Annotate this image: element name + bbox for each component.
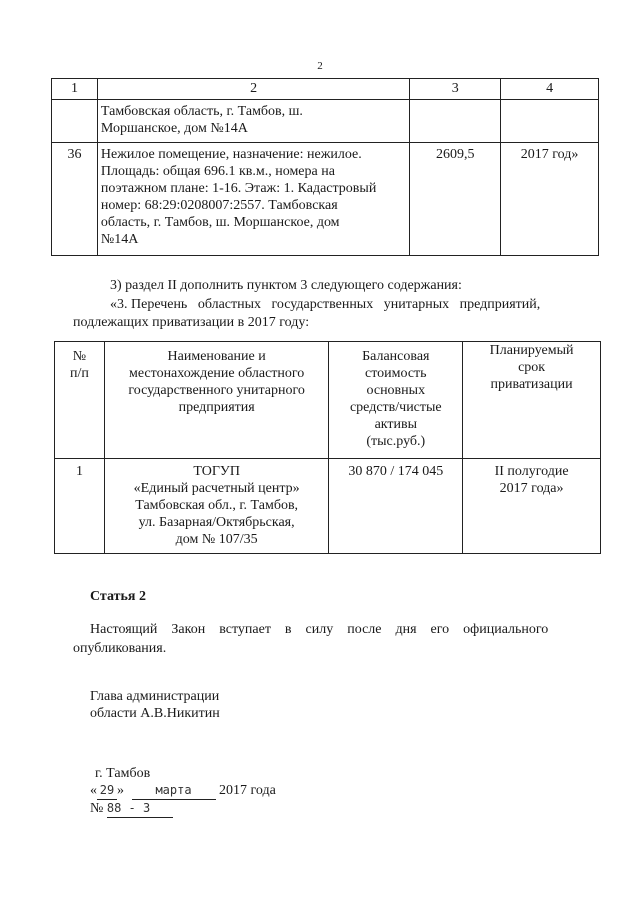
table-row bbox=[55, 459, 601, 554]
article-text-line-2: опубликования. bbox=[73, 641, 167, 656]
quote-close: » bbox=[117, 783, 124, 798]
header-cell: 2 bbox=[97, 79, 409, 100]
article-text-line-1: Настоящий Закон вступает в силу после дня его официального bbox=[90, 622, 549, 637]
date-year: 2017 года bbox=[219, 783, 276, 798]
amendment-line-1: 3) раздел II дополнить пунктом 3 следующего содержания: bbox=[110, 278, 462, 293]
property-description: Нежилое помещение, назначение: нежилое. Площадь: общая 696.1 кв.м., номера на поэтажном плане: 1-16. Этаж: 1. Кадастровый номер: 68:29:0208007:2557. Тамбовская область, г. Тамбов, ш. Моршанское, дом №14А bbox=[97, 143, 409, 256]
row-number: 36 bbox=[52, 143, 98, 256]
signature-title: Глава администрации bbox=[90, 689, 220, 704]
quote-open: « bbox=[90, 783, 97, 798]
table-row bbox=[52, 100, 599, 143]
article-title: Статья 2 bbox=[90, 589, 146, 604]
property-description: Тамбовская область, г. Тамбов, ш. Моршанское, дом №14А bbox=[97, 100, 409, 143]
amendment-line-3: подлежащих приватизации в 2017 году: bbox=[73, 315, 310, 330]
city: г. Тамбов bbox=[95, 766, 151, 781]
signing-date bbox=[90, 781, 276, 800]
law-number bbox=[90, 799, 173, 818]
enterprise-table-header bbox=[55, 342, 601, 459]
header-cell: Наименование и местонахождение областного государственного унитарного предприятия bbox=[104, 342, 329, 459]
header-cell: 4 bbox=[501, 79, 599, 100]
table-row bbox=[52, 143, 599, 256]
number-label: № bbox=[90, 801, 104, 816]
property-note: 2017 год» bbox=[501, 143, 599, 256]
row-number: 1 bbox=[55, 459, 105, 554]
signature-name: области А.В.Никитин bbox=[90, 706, 220, 721]
property-table-header bbox=[52, 79, 599, 100]
header-cell: Планируемый срок приватизации bbox=[463, 342, 601, 459]
date-day: 29 bbox=[97, 781, 117, 800]
header-cell: Балансовая стоимость основных средств/чистые активы (тыс.руб.) bbox=[329, 342, 463, 459]
header-cell: 1 bbox=[52, 79, 98, 100]
page-number: 2 bbox=[317, 60, 323, 72]
header-cell: № п/п bbox=[55, 342, 105, 459]
property-note bbox=[501, 100, 599, 143]
row-number bbox=[52, 100, 98, 143]
enterprise-name: ТОГУП «Единый расчетный центр» Тамбовская обл., г. Тамбов, ул. Базарная/Октябрьская, дом № 107/35 bbox=[104, 459, 329, 554]
number-value: 88 - З bbox=[107, 799, 173, 818]
header-cell: 3 bbox=[410, 79, 501, 100]
enterprise-table bbox=[54, 341, 601, 554]
amendment-line-2: «3. Перечень областных государственных унитарных предприятий, bbox=[110, 297, 541, 312]
property-value: 2609,5 bbox=[410, 143, 501, 256]
property-table bbox=[51, 78, 599, 256]
privatization-term: II полугодие 2017 года» bbox=[463, 459, 601, 554]
date-month: марта bbox=[132, 781, 216, 800]
enterprise-value: 30 870 / 174 045 bbox=[329, 459, 463, 554]
property-value bbox=[410, 100, 501, 143]
